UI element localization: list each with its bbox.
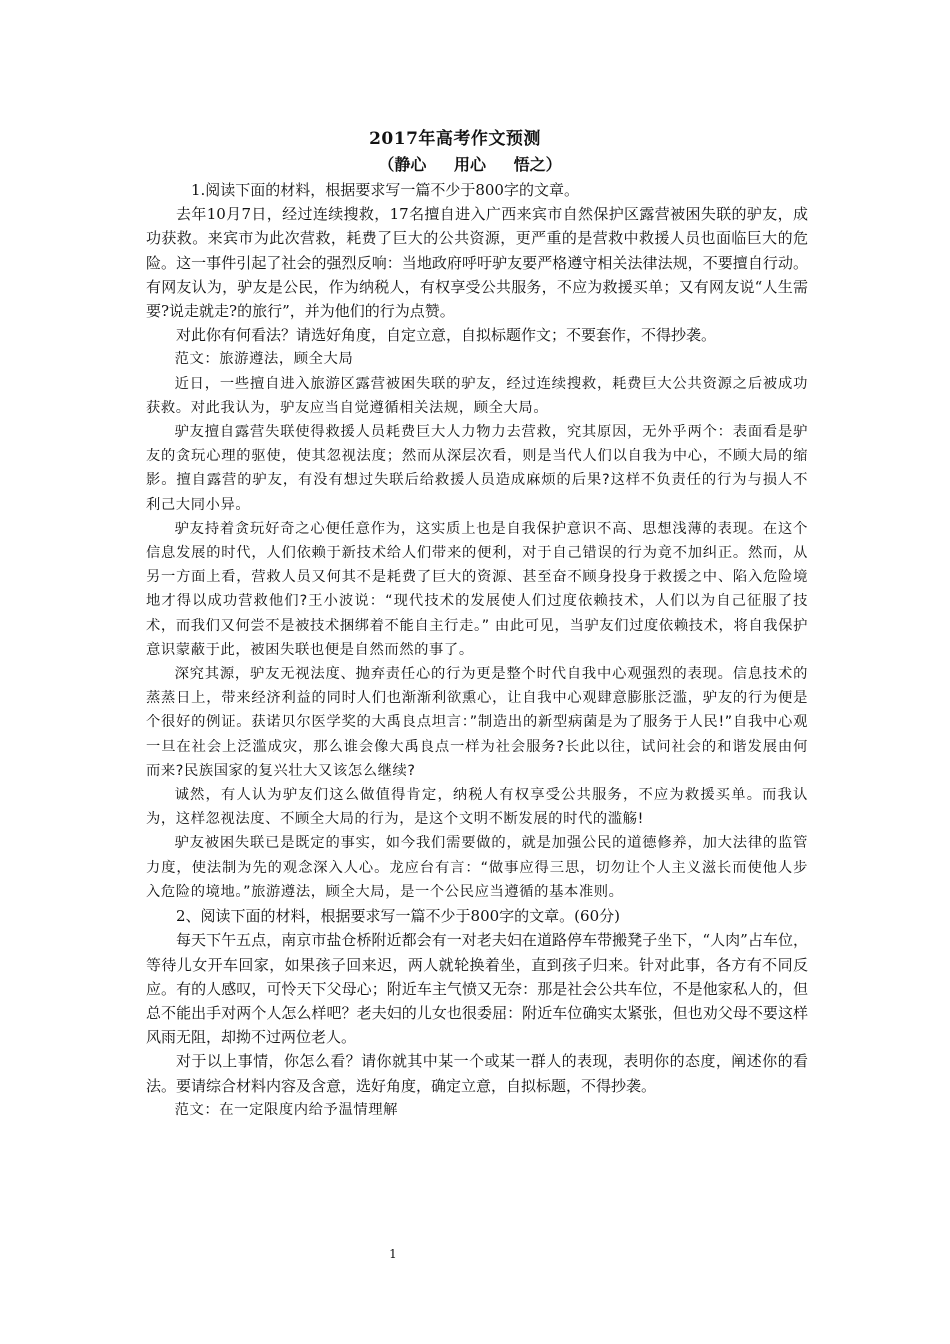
paragraph: 对此你有何看法？请选好角度，自定立意，自拟标题作文；不要套作，不得抄袭。 — [176, 326, 717, 345]
paragraph: 2、阅读下面的材料，根据要求写一篇不少于800字的文章。(60分) — [176, 907, 620, 926]
paragraph: 诚然，有人认为驴友们这么做值得肯定，纳税人有权享受公共服务，不应为救援买单。而我认为，这样忽视法度、不顾全大局的行为，是这个文明不断发展的时代的滥觞! — [146, 787, 808, 828]
paragraph: 驴友持着贪玩好奇之心便任意作为，这实质上也是自我保护意识不高、思想浅薄的表现。在这个信息发展的时代，人们依赖于新技术给人们带来的便利，对于自己错误的行为竟不加纠正。然而，从另一方面上看，营救人员又何其不是耗费了巨大的资源、甚至奋不顾身投身于救援之中、陷入危险境地才得以成功营救他们?王小波说：“现代技术的发展使人们过度依赖技术，人们以为自己征服了技术，而我们又何尝不是被技术捆绑着不能自主行走。” 由此可见，当驴友们过度依赖技术，将自我保护意识蒙蔽于此，被困失联也便是自然而然的事了。 — [146, 520, 808, 658]
paragraph: 驴友被困失联已是既定的事实，如今我们需要做的，就是加强公民的道德修养，加大法律的监管力度，使法制为先的观念深入人心。龙应台有言：“做事应得三思，切勿让个人主义滋长而使他人步入危险的境地。”旅游遵法，顾全大局，是一个公民应当遵循的基本准则。 — [146, 835, 808, 900]
page-title: 2017年高考作文预测 — [369, 129, 541, 149]
paragraph: 对于以上事情，你怎么看？请你就其中某一个或某一群人的表现，表明你的态度，阐述你的看法。要请综合材料内容及含意，选好角度，确定立意，自拟标题，不得抄袭。 — [146, 1052, 808, 1095]
paragraph: 范文：旅游遵法，顾全大局 — [174, 351, 354, 368]
paragraph: 去年10月7日，经过连续搜救，17名擅自进入广西来宾市自然保护区露营被困失联的驴友，成功获救。来宾市为此次营救，耗费了巨大的公共资源，更严重的是营救中救援人员也面临巨大的危险。这一事件引起了社会的强烈反响：当地政府呼吁驴友要严格遵守相关法律法规，不要擅自行动。有网友认为，驴友是公民，作为纳税人，有权享受公共服务，不应为救援买单；又有网友说“人生需要?说走就走?的旅行”，并为他们的行为点赞。 — [146, 205, 808, 321]
paragraph: 范文：在一定限度内给予温情理解 — [174, 1101, 399, 1118]
paragraph: 近日，一些擅自进入旅游区露营被困失联的驴友，经过连续搜救，耗费巨大公共资源之后被成功获救。对此我认为，驴友应当自觉遵循相关法规，顾全大局。 — [146, 375, 808, 416]
page-subtitle: （静心 用心 悟之） — [378, 155, 562, 174]
document-body — [146, 178, 808, 1122]
paragraph: 1.阅读下面的材料，根据要求写一篇不少于800字的文章。 — [191, 181, 579, 199]
page-number: 1 — [389, 1247, 397, 1261]
paragraph: 驴友擅自露营失联使得救援人员耗费巨大人力物力去营救，究其原因，无外乎两个：表面看是驴友的贪玩心理的驱使，使其忽视法度；然而从深层次看，则是当代人们以自我为中心，不顾大局的缩影。擅自露营的驴友，有没有想过失联后给救援人员造成麻烦的后果?这样不负责任的行为与损人不利己大同小异。 — [146, 424, 808, 513]
paragraph: 深究其源，驴友无视法度、抛弃责任心的行为更是整个时代自我中心观强烈的表现。信息技术的蒸蒸日上，带来经济利益的同时人们也渐渐利欲熏心，让自我中心观肆意膨胀泛滥，驴友的行为便是个很好的例证。获诺贝尔医学奖的大禹良点坦言：”制造出的新型病菌是为了服务于人民!”自我中心观一旦在社会上泛滥成灾，那么谁会像大禹良点一样为社会服务?长此以往，试问社会的和谐发展由何而来?民族国家的复兴壮大又该怎么继续? — [146, 666, 808, 779]
paragraph: 每天下午五点，南京市盐仓桥附近都会有一对老夫妇在道路停车带搬凳子坐下，“人肉”占车位，等待儿女开车回家，如果孩子回来迟，两人就轮换着坐，直到孩子归来。针对此事，各方有不同反应。有的人感叹，可怜天下父母心；附近车主气愤又无奈：那是社会公共车位，不是他家私人的，但总不能出手对两个人怎么样吧？老夫妇的儿女也很委屈：附近车位确实太紧张，但也劝父母不要这样风雨无阻，却拗不过两位老人。 — [146, 931, 808, 1047]
